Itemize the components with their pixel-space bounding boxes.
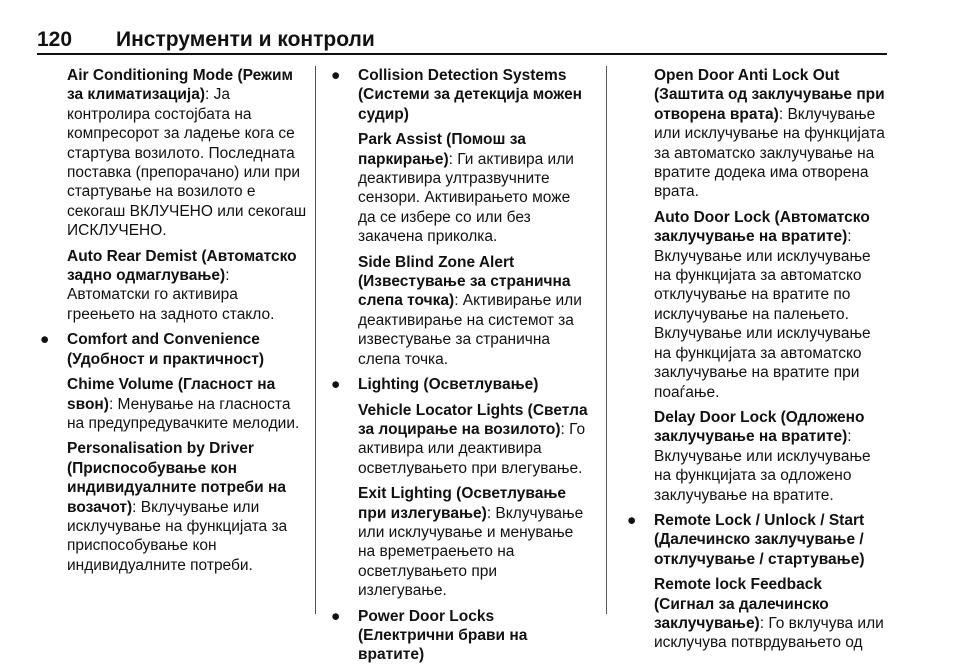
setting-title: Vehicle Locator Lights (Светла за лоцирање на возилото) — [358, 401, 588, 438]
bullet-heading — [328, 66, 590, 124]
setting-title: Remote lock Feedback (Сигнал за далечинско заклучување) — [654, 576, 829, 632]
setting-entry — [624, 575, 886, 653]
setting-description: : Вклучување или исклучување на функцијата за приспособување кон индивидуалните потреби. — [67, 498, 288, 574]
setting-entry — [624, 408, 886, 505]
setting-entry — [328, 484, 590, 600]
bullet-heading — [624, 511, 886, 569]
setting-description: : Ја контролира состојбата на компресорот за ладење кога се стартува возилото. Последната поставка (препорачано) или при стартување на возилото е секогаш ВКЛУЧЕНО или секогаш ИСКЛУЧЕНО. — [67, 86, 307, 240]
setting-title: Auto Rear Demist (Автоматско задно одмаглување) — [67, 247, 297, 285]
setting-title: Side Blind Zone Alert (Известување за странична слепа точка) — [358, 253, 571, 310]
bullet-heading — [328, 607, 590, 665]
bullet-title: Power Door Locks (Електрични брави на вратите) — [358, 607, 528, 664]
bullet-icon: ● — [40, 331, 50, 349]
setting-description: : Го вклучува или исклучува потврдувањето од — [654, 614, 884, 652]
setting-title: Exit Lighting (Осветлување при излегување) — [358, 485, 566, 522]
header-rule — [37, 53, 887, 55]
setting-entry — [328, 253, 590, 369]
bullet-icon: ● — [627, 511, 637, 529]
setting-title: Delay Door Lock (Одложено заклучување на вратите) — [654, 408, 865, 446]
column-3 — [624, 66, 886, 659]
column-divider — [606, 66, 607, 614]
bullet-icon: ● — [331, 607, 341, 625]
setting-title: Open Door Anti Lock Out (Заштита од заклучување при отворена врата) — [654, 67, 885, 123]
setting-description: : Ги активира или деактивира ултразвучните сензори. Активирањето може да се избере со или без закачена приколка. — [358, 150, 574, 246]
column-divider — [315, 66, 316, 614]
setting-title: Chime Volume (Гласност на ѕвон) — [67, 376, 276, 413]
setting-entry — [37, 66, 307, 241]
bullet-heading — [37, 330, 307, 369]
column-2 — [328, 66, 590, 671]
setting-description: : Вклучување или исклучување и менување на времетраењето на осветлувањето при излегување. — [358, 504, 584, 600]
bullet-title: Lighting (Осветлување) — [358, 376, 539, 394]
setting-entry — [37, 375, 307, 433]
bullet-icon: ● — [331, 376, 341, 394]
setting-entry — [37, 247, 307, 325]
page-number: 120 — [37, 28, 73, 51]
setting-description: : Менување на гласноста на предупредувачките мелодии. — [67, 395, 300, 432]
bullet-title: Collision Detection Systems (Системи за детекција можен судир) — [358, 67, 583, 123]
setting-title: Park Assist (Помош за паркирање) — [358, 131, 526, 168]
setting-description: : Вклучување или исклучување на функцијата за автоматско заклучување на вратите додека има отворена врата. — [654, 105, 885, 201]
setting-entry — [37, 439, 307, 575]
setting-description: : Вклучување или исклучување на функцијата за автоматско отклучување на вратите по исклучување на палењето. Вклучување или исклучување на функцијата за автоматско заклучување на вратите при поаѓање. — [654, 228, 871, 401]
column-1 — [37, 66, 307, 581]
setting-entry — [328, 401, 590, 479]
page-title: Инструменти и контроли — [116, 28, 375, 51]
bullet-heading — [328, 375, 590, 394]
bullet-title: Comfort and Convenience (Удобност и практичност) — [67, 331, 265, 368]
bullet-icon: ● — [331, 67, 341, 84]
setting-entry — [624, 208, 886, 402]
bullet-title: Remote Lock / Unlock / Start (Далечинско заклучување / отклучување / стартување) — [654, 511, 865, 568]
setting-description: : Активирање или деактивирање на системот за известување за странична слепа точка. — [358, 292, 582, 368]
setting-description: : Го активира или деактивира осветлувањето при влегување. — [358, 420, 586, 477]
setting-title: Auto Door Lock (Автоматско заклучување на вратите) — [654, 208, 870, 246]
setting-entry — [624, 66, 886, 202]
page-header — [37, 28, 887, 52]
setting-title: Personalisation by Driver (Приспособување кон индивидуалните потреби на возачот) — [67, 440, 286, 516]
setting-description: : Автоматски го активира греењето на задното стакло. — [67, 267, 275, 323]
setting-title: Air Conditioning Mode (Режим за климатизација) — [67, 67, 293, 104]
setting-description: : Вклучување или исклучување на функцијата за одложено заклучување на вратите. — [654, 428, 871, 504]
setting-entry — [328, 130, 590, 246]
